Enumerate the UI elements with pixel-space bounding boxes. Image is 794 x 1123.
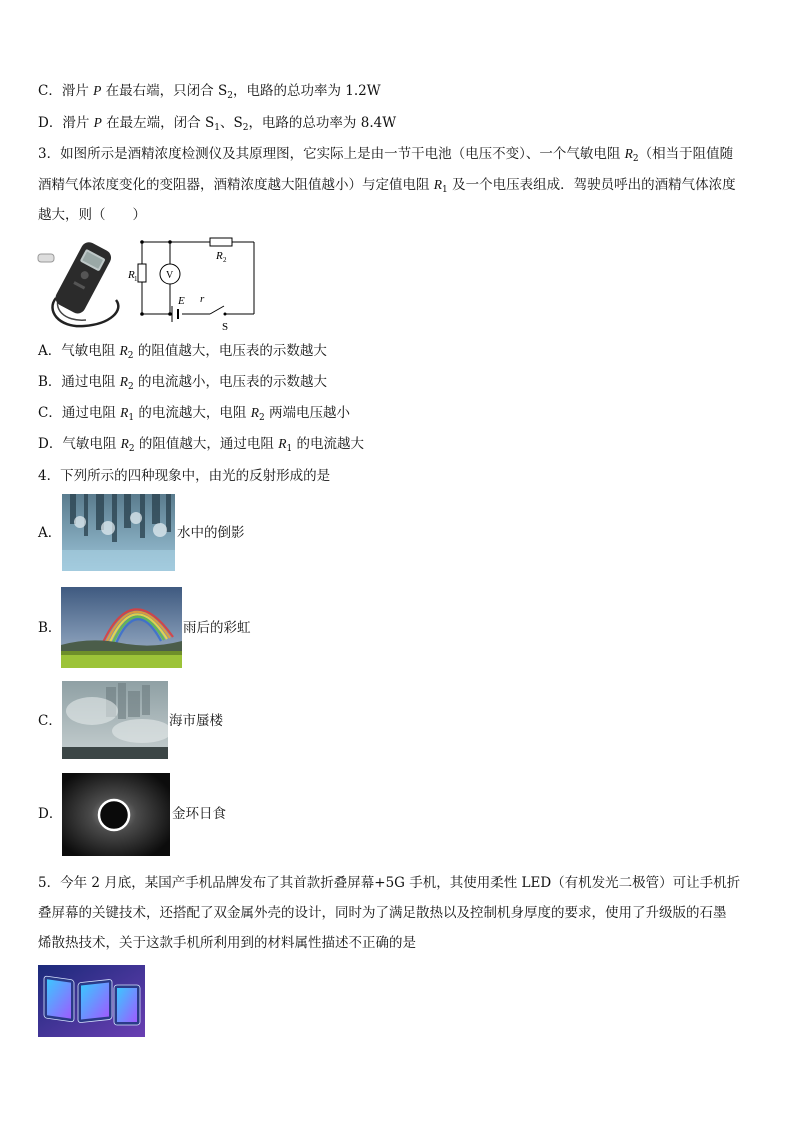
label-s: S bbox=[222, 321, 229, 333]
q3-option-b: B．通过电阻 $R_2$ 的电流越小，电压表的示数越大 bbox=[38, 374, 327, 392]
voltmeter-label: V bbox=[166, 270, 174, 281]
q3-option-a: A．气敏电阻 $R_2$ 的阻值越大，电压表的示数越大 bbox=[38, 343, 327, 361]
q3-stem-line2: 酒精气体浓度变化的变阻器，酒精浓度越大阻值越小）与定值电阻 $R_1$ 及一个电压表组成．驾驶员呼出的酒精气体浓度 bbox=[38, 177, 736, 195]
q3-stem-line3: 越大，则（ ） bbox=[38, 207, 146, 223]
reflection-image bbox=[62, 494, 175, 571]
q3-stem-line1: 3．如图所示是酒精浓度检测仪及其原理图，它实际上是由一节干电池（电压不变）、一个气敏电阻 $R_2$（相当于阻值随 bbox=[38, 146, 734, 164]
breathalyzer-image bbox=[36, 240, 126, 330]
q2-option-c: C．滑片 P 在最右端，只闭合 $S_2$，电路的总功率为 1.2W bbox=[38, 83, 381, 101]
q4-option-a-label: A． bbox=[38, 525, 62, 541]
label-r1: R bbox=[128, 269, 135, 281]
q5-stem: 5．今年 2 月底，某国产手机品牌发布了其首款折叠屏幕+5G 手机，其使用柔性 LED（有机发光二极管）可让手机折 叠屏幕的关键技术，还搭配了双金属外壳的设计，同时为了满足散热以及控制机身厚度的要求，使用了升级版的石墨 烯散热技术，关于这款手机所利用到的材料属性描述不正确的是 bbox=[38, 875, 741, 951]
svg-text:2: 2 bbox=[223, 256, 227, 264]
q4-stem: 4．下列所示的四种现象中，由光的反射形成的是 bbox=[38, 468, 331, 484]
q4-option-a-text: 水中的倒影 bbox=[177, 525, 245, 541]
rainbow-image bbox=[61, 587, 182, 668]
eclipse-image bbox=[62, 773, 170, 856]
circuit-diagram bbox=[126, 234, 260, 334]
q3-option-c: C．通过电阻 $R_1$ 的电流越大，电阻 $R_2$ 两端电压越小 bbox=[38, 405, 350, 423]
q4-option-b-text: 雨后的彩虹 bbox=[183, 620, 251, 636]
mirage-image bbox=[62, 681, 168, 759]
q4-option-d-text: 金环日食 bbox=[172, 806, 226, 822]
q4-option-c-text: 海市蜃楼 bbox=[169, 713, 223, 729]
label-r: r bbox=[200, 293, 205, 305]
q2-option-d: D．滑片 P 在最左端，闭合 $S_1$、$S_2$，电路的总功率为 8.4W bbox=[38, 115, 397, 133]
foldable-phone-image bbox=[38, 965, 145, 1037]
q4-option-b-label: B． bbox=[38, 620, 62, 636]
q4-option-d-label: D． bbox=[38, 806, 63, 822]
label-r2: R bbox=[216, 250, 223, 262]
label-e: E bbox=[178, 295, 185, 307]
svg-text:1: 1 bbox=[134, 275, 138, 283]
q4-option-c-label: C． bbox=[38, 713, 62, 729]
q3-option-d: D．气敏电阻 $R_2$ 的阻值越大，通过电阻 $R_1$ 的电流越大 bbox=[38, 436, 364, 454]
